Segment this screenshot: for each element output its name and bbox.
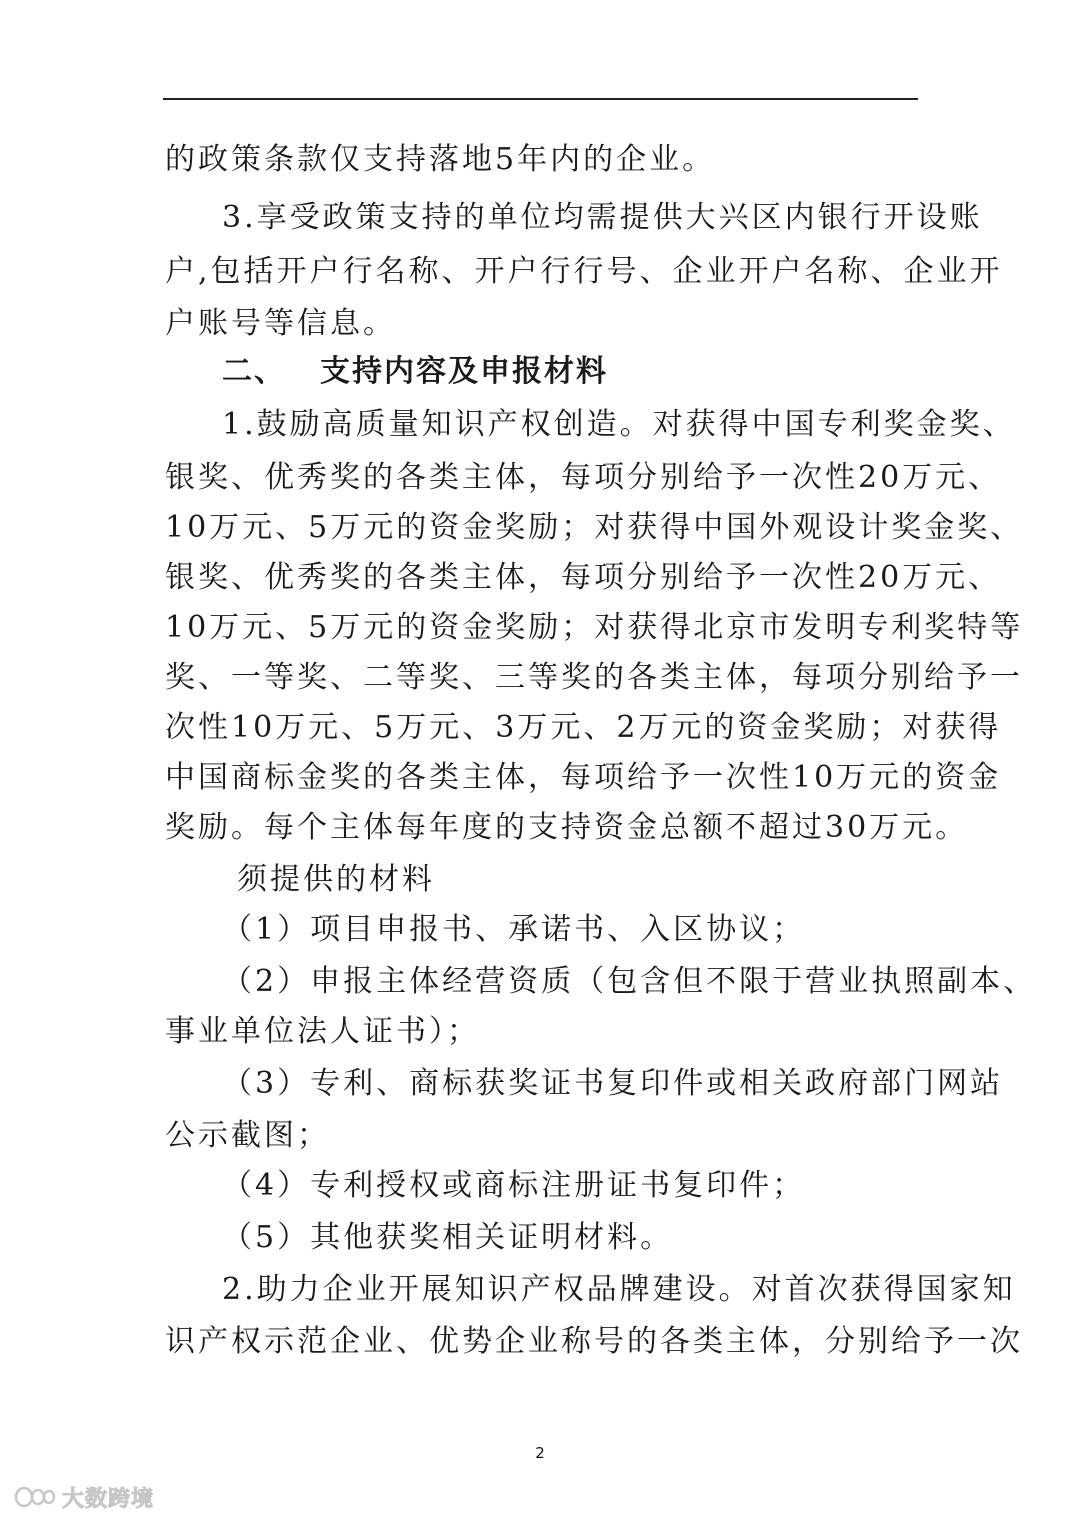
header-rule <box>163 98 918 100</box>
list-item: （5）其他获奖相关证明材料。 <box>222 1220 674 1255</box>
watermark-logo-icon <box>14 1484 56 1510</box>
body-line: 3.享受政策支持的单位均需提供大兴区内银行开设账 <box>222 200 983 235</box>
body-line: 次性10万元、5万元、3万元、2万元的资金奖励；对获得 <box>165 710 1002 745</box>
body-line: 银奖、优秀奖的各类主体，每项分别给予一次性20万元、 <box>165 560 1002 595</box>
watermark <box>14 1482 154 1512</box>
watermark-text: 大数跨境 <box>62 1486 155 1512</box>
list-item-continuation: 公示截图； <box>165 1118 330 1153</box>
list-item: （2）申报主体经营资质（包含但不限于营业执照副本、 <box>222 964 1037 999</box>
body-line: 10万元、5万元的资金奖励；对获得北京市发明专利奖特等 <box>165 610 1024 645</box>
section-heading <box>222 352 608 392</box>
page-number: 2 <box>535 1444 545 1462</box>
list-item: （1）项目申报书、承诺书、入区协议； <box>222 912 806 947</box>
body-line: 1.鼓励高质量知识产权创造。对获得中国专利奖金奖、 <box>222 407 1016 442</box>
body-line: 中国商标金奖的各类主体，每项给予一次性10万元的资金 <box>165 760 1002 795</box>
list-item: （3）专利、商标获奖证书复印件或相关政府部门网站 <box>222 1066 1004 1101</box>
body-line: 2.助力企业开展知识产权品牌建设。对首次获得国家知 <box>222 1272 1016 1307</box>
body-line: 奖、一等奖、二等奖、三等奖的各类主体，每项分别给予一 <box>165 660 1023 695</box>
list-item: （4）专利授权或商标注册证书复印件； <box>222 1168 806 1203</box>
body-line: 10万元、5万元的资金奖励；对获得中国外观设计奖金奖、 <box>165 510 1024 545</box>
body-line: 户,包括开户行名称、开户行行号、企业开户名称、企业开 <box>165 254 1003 289</box>
body-line: 户账号等信息。 <box>165 306 396 341</box>
body-line: 银奖、优秀奖的各类主体，每项分别给予一次性20万元、 <box>165 460 1002 495</box>
section-heading-title: 支持内容及申报材料 <box>320 354 608 389</box>
section-heading-number: 二、 <box>222 354 286 389</box>
body-line: 奖励。每个主体每年度的支持资金总额不超过30万元。 <box>165 810 969 845</box>
list-item-continuation: 事业单位法人证书）； <box>165 1014 480 1049</box>
body-line: 识产权示范企业、优势企业称号的各类主体，分别给予一次 <box>165 1324 1023 1359</box>
materials-subheading: 须提供的材料 <box>237 862 435 897</box>
body-line: 的政策条款仅支持落地5年内的企业。 <box>165 142 716 177</box>
